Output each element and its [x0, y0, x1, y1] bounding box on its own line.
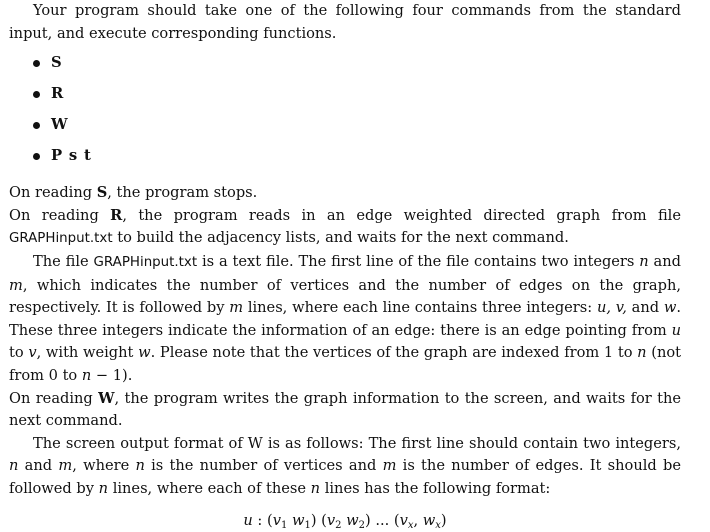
bullet-icon — [33, 122, 40, 129]
command-list — [9, 52, 681, 176]
command-item-pst: P s t — [9, 145, 681, 176]
paragraph-r: On reading R, the program reads in an edge weighted directed graph from file GRAPHinput.txt to build the adjacency lists, and waits for the next command. — [9, 206, 681, 247]
paragraph-w: On reading W, the program writes the graph information to the screen, and waits for the next command. — [9, 389, 681, 430]
paragraph-file-format: The file GRAPHinput.txt is a text file. The first line of the file contains two integers n and m, which indicates the number of vertices and the number of edges on the graph, respectively. It is followed by m lines, where each line contains three integers: u, v, and w. These three integers indicate the information of an edge: there is an edge pointing from u to v, with weight w. Please note that the vertices of the graph are indexed from 1 to n (not from 0 to n − 1). — [9, 252, 682, 384]
filename: GRAPHinput.txt — [9, 231, 113, 247]
filename: GRAPHinput.txt — [93, 254, 198, 270]
bullet-icon — [33, 60, 40, 67]
paragraph-s: On reading S, the program stops. — [9, 184, 258, 202]
command-item-r: R — [9, 83, 681, 114]
command-item-w: W — [9, 114, 681, 145]
paragraph-output-format: The screen output format of W is as follows: The first line should contain two integers, n and m, where n is the number of vertices and m is the number of edges. It should be followed by n lines, where each of these n lines has the following format: — [9, 434, 681, 497]
output-line-formula: u : ($v_1$ $w_1$) ($v_2$ $w_2$) ... ($v_x$, $w_x$) — [243, 511, 447, 531]
bullet-icon — [33, 153, 40, 160]
intro-paragraph: Your program should take one of the following four commands from the standard input, and execute corresponding functions. — [9, 2, 681, 42]
command-item-s: S — [9, 52, 681, 83]
bullet-icon — [33, 91, 40, 98]
